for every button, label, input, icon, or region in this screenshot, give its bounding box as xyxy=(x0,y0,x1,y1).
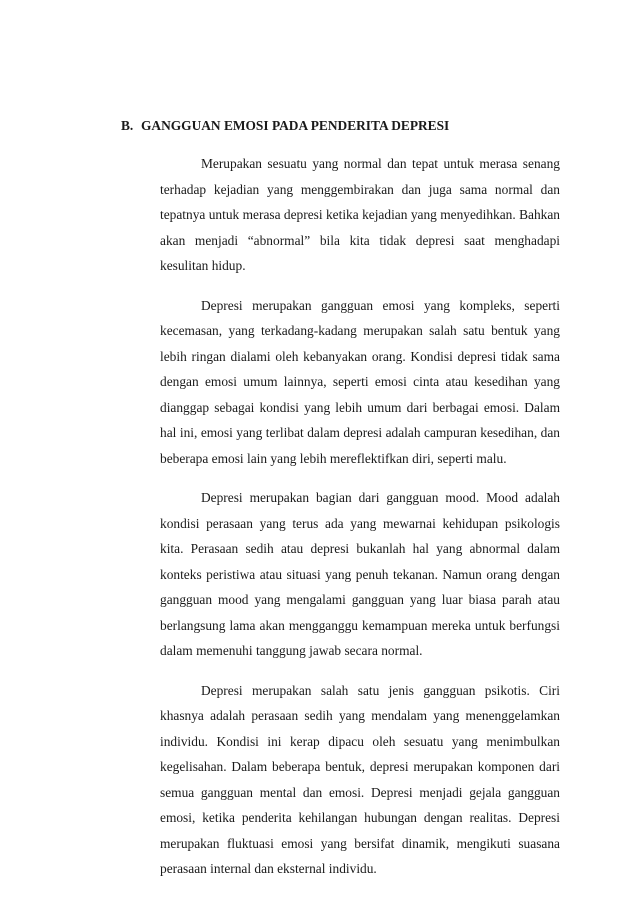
paragraph-4: Depresi merupakan salah satu jenis gangguan psikotis. Ciri khasnya adalah perasaan sedih yang mendalam yang menenggelamkan individu. Kondisi ini kerap dipacu oleh sesuatu yang menimbulkan kegelisahan. Dalam beberapa bentuk, depresi merupakan komponen dari semua gangguan mental dan emosi. Depresi menjadi gejala gangguan emosi, ketika penderita kehilangan hubungan dengan realitas. Depresi merupakan fluktuasi emosi yang bersifat dinamik, mengikuti suasana perasaan internal dan eksternal individu. xyxy=(160,682,560,876)
paragraph-2: Depresi merupakan gangguan emosi yang kompleks, seperti kecemasan, yang terkadang-kadang merupakan salah satu bentuk yang lebih ringan dialami oleh kebanyakan orang. Kondisi depresi tidak sama dengan emosi umum lainnya, seperti emosi cinta atau kesedihan yang dianggap sebagai kondisi yang lebih umum dari berbagai emosi. Dalam hal ini, emosi yang terlibat dalam depresi adalah campuran kesedihan, dan beberapa emosi lain yang lebih mereflektifkan diri, seperti malu. xyxy=(160,297,560,466)
section-number: B. xyxy=(121,118,134,133)
section-body xyxy=(160,151,560,896)
paragraph-3: Depresi merupakan bagian dari gangguan mood. Mood adalah kondisi perasaan yang terus ada yang mewarnai kehidupan psikologis kita. Perasaan sedih atau depresi bukanlah hal yang abnormal dalam konteks peristiwa atau situasi yang penuh tekanan. Namun orang dengan gangguan mood yang mengalami gangguan yang luar biasa parah atau berlangsung lama akan mengganggu kemampuan mereka untuk berfungsi dalam memenuhi tanggung jawab secara normal. xyxy=(160,490,560,658)
paragraph-1: Merupakan sesuatu yang normal dan tepat untuk merasa senang terhadap kejadian yang menggembirakan dan juga sama normal dan tepatnya untuk merasa depresi ketika kejadian yang menyedihkan. Bahkan akan menjadi “abnormal” bila kita tidak depresi saat menghadapi kesulitan hidup. xyxy=(160,156,560,273)
section-title: GANGGUAN EMOSI PADA PENDERITA DEPRESI xyxy=(141,118,450,133)
section-heading xyxy=(121,118,561,134)
